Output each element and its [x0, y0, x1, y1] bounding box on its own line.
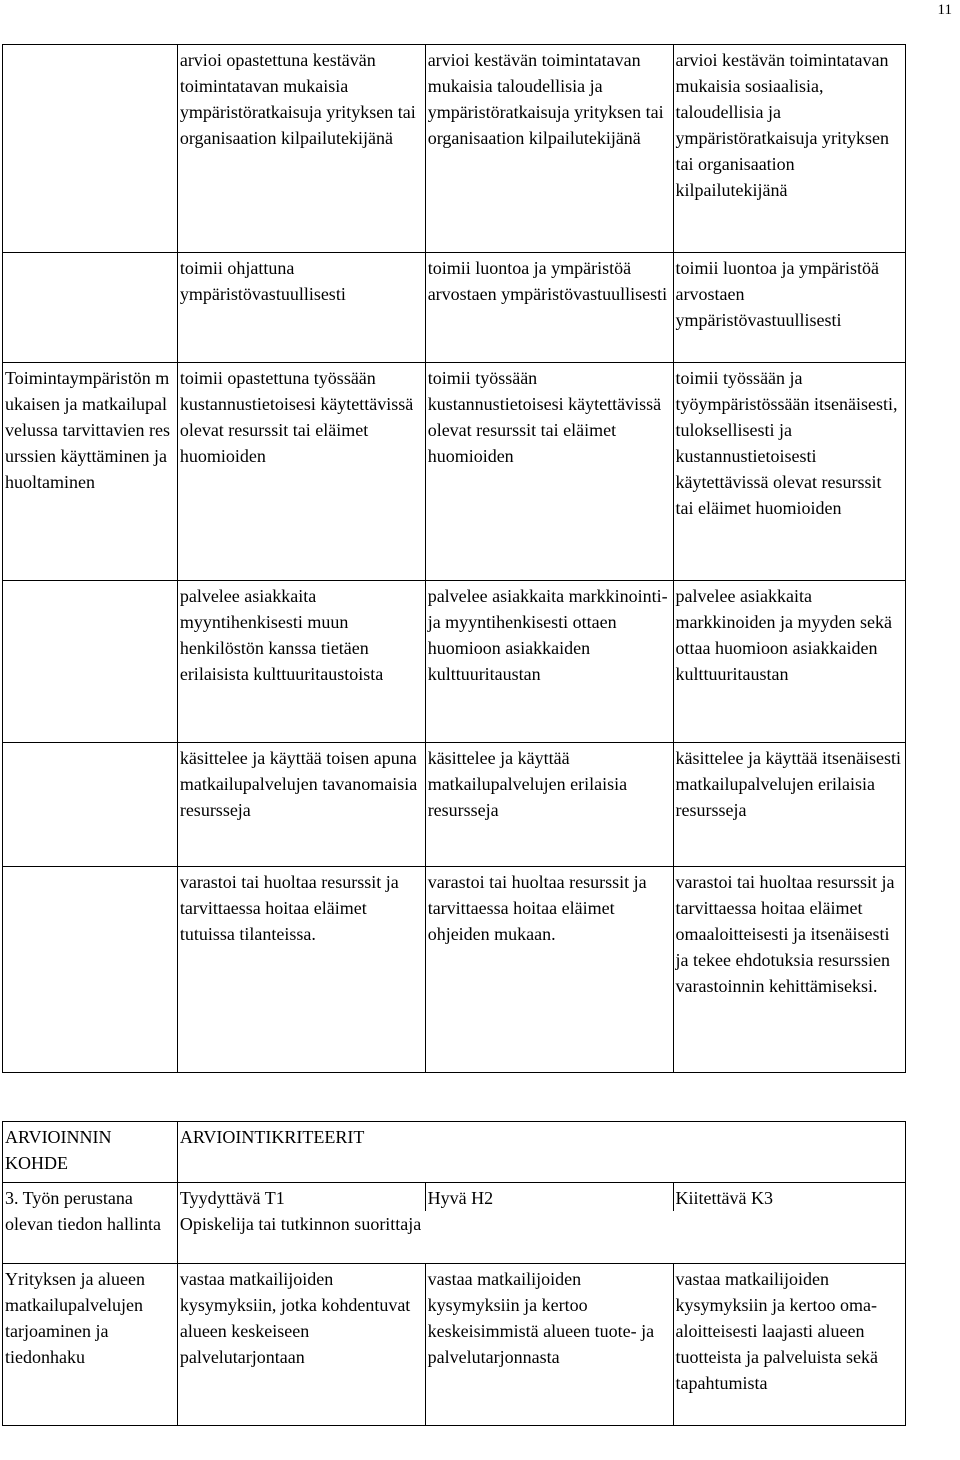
table-row	[3, 45, 906, 253]
criteria-cell-k3: käsittelee ja käyttää itsenäisesti matkailupalvelujen erilaisia resursseja	[673, 743, 905, 867]
criteria-cell-h2: palvelee asiakkaita markkinointi- ja myyntihenkisesti ottaen huomioon asiakkaiden kulttuuritaustan	[425, 581, 673, 743]
subheader: Opiskelija tai tutkinnon suorittaja	[177, 1211, 905, 1263]
grade-row	[3, 1183, 906, 1212]
grade-h2: Hyvä H2	[425, 1183, 673, 1212]
page-number: 11	[937, 2, 952, 18]
criteria-cell-k3: vastaa matkailijoiden kysymyksiin ja kertoo oma- aloitteisesti laajasti alueen tuotteista ja palveluista sekä tapahtumista	[673, 1263, 905, 1425]
criteria-cell-k3: arvioi kestävän toimintatavan mukaisia sosiaalisia, taloudellisia ja ympäristöratkaisuja yrityksen tai organisaation kilpailutekijänä	[673, 45, 905, 253]
criteria-cell-h2: käsittelee ja käyttää matkailupalvelujen erilaisia resursseja	[425, 743, 673, 867]
row-label	[3, 253, 178, 363]
assessment-table	[2, 1121, 906, 1426]
grade-t1: Tyydyttävä T1	[177, 1183, 425, 1212]
row-label: Yrityksen ja alueen matkailupalvelujen tarjoaminen ja tiedonhaku	[3, 1263, 178, 1425]
section-label: 3. Työn perustana olevan tiedon hallinta	[3, 1183, 178, 1264]
grade-k3: Kiitettävä K3	[673, 1183, 905, 1212]
criteria-cell-k3: toimii luontoa ja ympäristöä arvostaen ympäristövastuullisesti	[673, 253, 905, 363]
table-row	[3, 253, 906, 363]
assessment-criteria-header: ARVIOINTIKRITEERIT	[177, 1122, 905, 1183]
row-label: Toimintaympäristön mukaisen ja matkailupalvelussa tarvittavien resurssien käyttäminen ja huoltaminen	[3, 363, 178, 581]
criteria-cell-k3: varastoi tai huoltaa resurssit ja tarvittaessa hoitaa eläimet omaaloitteisesti ja itsenäisesti ja tekee ehdotuksia resurssien varastoinnin kehittämiseksi.	[673, 867, 905, 1073]
criteria-cell-h2: toimii työssään kustannustietoisesi käytettävissä olevat resurssit tai eläimet huomioiden	[425, 363, 673, 581]
table-row	[3, 1263, 906, 1425]
row-label	[3, 743, 178, 867]
table-row	[3, 581, 906, 743]
criteria-cell-t1: toimii opastettuna työssään kustannustietoisesi käytettävissä olevat resurssit tai eläimet huomioiden	[177, 363, 425, 581]
criteria-table	[2, 44, 906, 1073]
table-row	[3, 867, 906, 1073]
criteria-cell-h2: arvioi kestävän toimintatavan mukaisia taloudellisia ja ympäristöratkaisuja yrityksen tai organisaation kilpailutekijänä	[425, 45, 673, 253]
criteria-cell-t1: palvelee asiakkaita myyntihenkisesti muun henkilöstön kanssa tietäen erilaisista kulttuuritaustoista	[177, 581, 425, 743]
criteria-cell-k3: toimii työssään ja työympäristössään itsenäisesti, tuloksellisesti ja kustannustietoisesti käytettävissä olevat resurssit tai eläimet huomioiden	[673, 363, 905, 581]
header-row	[3, 1122, 906, 1183]
row-label	[3, 45, 178, 253]
criteria-cell-k3: palvelee asiakkaita markkinoiden ja myyden sekä ottaa huomioon asiakkaiden kulttuuritaustan	[673, 581, 905, 743]
criteria-cell-h2: varastoi tai huoltaa resurssit ja tarvittaessa hoitaa eläimet ohjeiden mukaan.	[425, 867, 673, 1073]
criteria-cell-t1: käsittelee ja käyttää toisen apuna matkailupalvelujen tavanomaisia resursseja	[177, 743, 425, 867]
table-row	[3, 363, 906, 581]
criteria-cell-t1: varastoi tai huoltaa resurssit ja tarvittaessa hoitaa eläimet tutuissa tilanteissa.	[177, 867, 425, 1073]
criteria-cell-t1: toimii ohjattuna ympäristövastuullisesti	[177, 253, 425, 363]
row-label	[3, 867, 178, 1073]
criteria-cell-t1: arvioi opastettuna kestävän toimintatavan mukaisia ympäristöratkaisuja yrityksen tai organisaation kilpailutekijänä	[177, 45, 425, 253]
criteria-cell-h2: vastaa matkailijoiden kysymyksiin ja kertoo keskeisimmistä alueen tuote- ja palvelutarjonnasta	[425, 1263, 673, 1425]
row-label	[3, 581, 178, 743]
table-row	[3, 743, 906, 867]
criteria-cell-h2: toimii luontoa ja ympäristöä arvostaen ympäristövastuullisesti	[425, 253, 673, 363]
criteria-cell-t1: vastaa matkailijoiden kysymyksiin, jotka kohdentuvat alueen keskeiseen palvelutarjontaan	[177, 1263, 425, 1425]
assessment-target-header: ARVIOINNIN KOHDE	[3, 1122, 178, 1183]
